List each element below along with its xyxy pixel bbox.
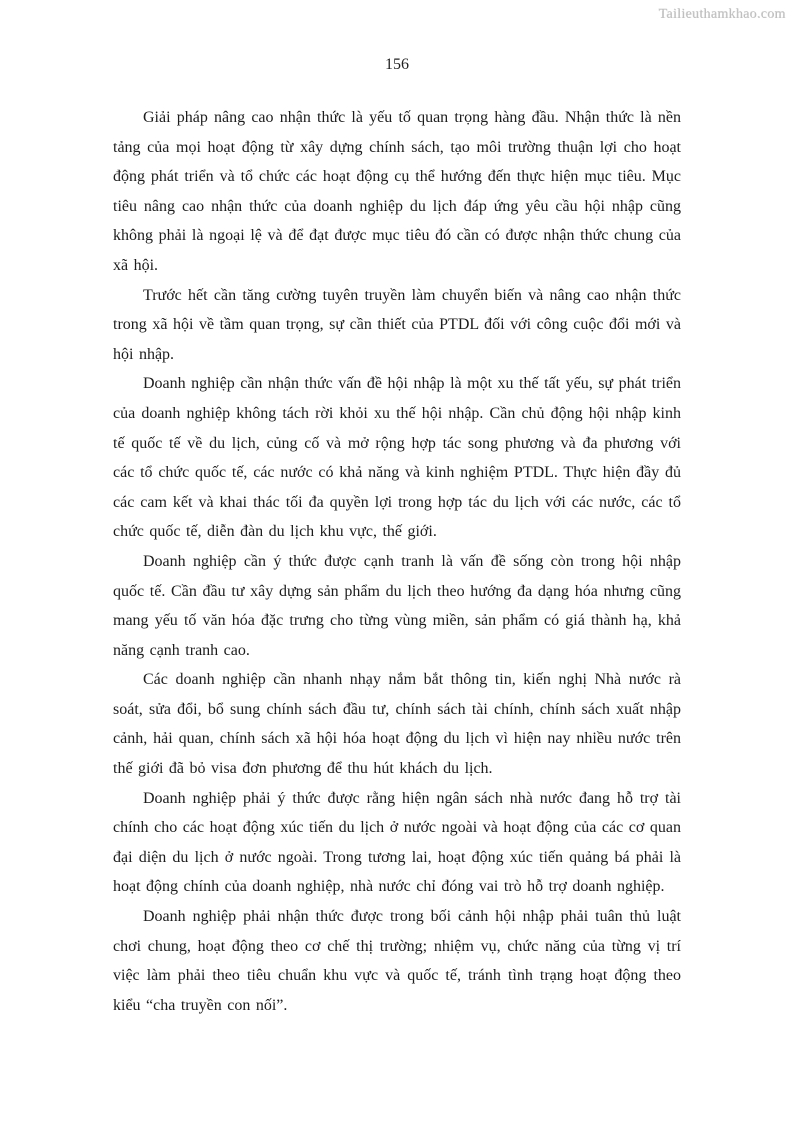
paragraph-competition: Doanh nghiệp cần ý thức được cạnh tranh là vấn đề sống còn trong hội nhập quốc tế. Cần đầu tư xây dựng sản phẩm du lịch theo hướng đa dạng hóa nhưng cũng mang yếu tố văn hóa đặc trưng cho từng vùng miền, sản phẩm có giá thành hạ, khả năng cạnh tranh cao. (113, 552, 681, 659)
paragraph-market-rules: Doanh nghiệp phải nhận thức được trong bối cảnh hội nhập phải tuân thủ luật chơi chung, hoạt động theo cơ chế thị trường; nhiệm vụ, chức năng của từng vị trí việc làm phải theo tiêu chuẩn khu vực và quốc tế, tránh tình trạng hoạt động theo kiểu “cha truyền con nối”. (113, 908, 681, 1014)
paragraph-awareness-solution: Giải pháp nâng cao nhận thức là yếu tố quan trọng hàng đầu. Nhận thức là nền tảng của mọi hoạt động từ xây dựng chính sách, tạo môi trường thuận lợi cho hoạt động phát triển và tổ chức các hoạt động cụ thể hướng đến thực hiện mục tiêu. Mục tiêu nâng cao nhận thức của doanh nghiệp du lịch đáp ứng yêu cầu hội nhập cũng không phải là ngoại lệ và để đạt được mục tiêu đó cần có được nhận thức chung của xã hội. (113, 109, 681, 274)
document-body (113, 103, 681, 1020)
paragraph-policy-recommendation: Các doanh nghiệp cần nhanh nhạy nắm bắt thông tin, kiến nghị Nhà nước rà soát, sửa đổi, bổ sung chính sách đầu tư, chính sách tài chính, chính sách xuất nhập cảnh, hải quan, chính sách xã hội hóa hoạt động du lịch vì hiện nay nhiều nước trên thế giới đã bỏ visa đơn phương để thu hút khách du lịch. (113, 671, 681, 778)
paragraph-state-budget: Doanh nghiệp phải ý thức được rằng hiện ngân sách nhà nước đang hỗ trợ tài chính cho các hoạt động xúc tiến du lịch ở nước ngoài và hoạt động của các cơ quan đại diện du lịch ở nước ngoài. Trong tương lai, hoạt động xúc tiến quảng bá phải là hoạt động chính của doanh nghiệp, nhà nước chỉ đóng vai trò hỗ trợ doanh nghiệp. (113, 789, 681, 896)
paragraph-propaganda: Trước hết cần tăng cường tuyên truyền làm chuyển biến và nâng cao nhận thức trong xã hội về tầm quan trọng, sự cần thiết của PTDL đối với công cuộc đổi mới và hội nhập. (113, 286, 681, 363)
watermark: Tailieuthamkhao.com (658, 7, 786, 22)
page-number: 156 (385, 56, 409, 73)
paragraph-integration-trend: Doanh nghiệp cần nhận thức vấn đề hội nhập là một xu thế tất yếu, sự phát triển của doanh nghiệp không tách rời khỏi xu thế hội nhập. Cần chủ động hội nhập kinh tế quốc tế về du lịch, củng cố và mở rộng hợp tác song phương và đa phương với các tổ chức quốc tế, các nước có khả năng và kinh nghiệm PTDL. Thực hiện đầy đủ các cam kết và khai thác tối đa quyền lợi trong hợp tác du lịch với các nước, các tổ chức quốc tế, diễn đàn du lịch khu vực, thế giới. (113, 375, 681, 541)
